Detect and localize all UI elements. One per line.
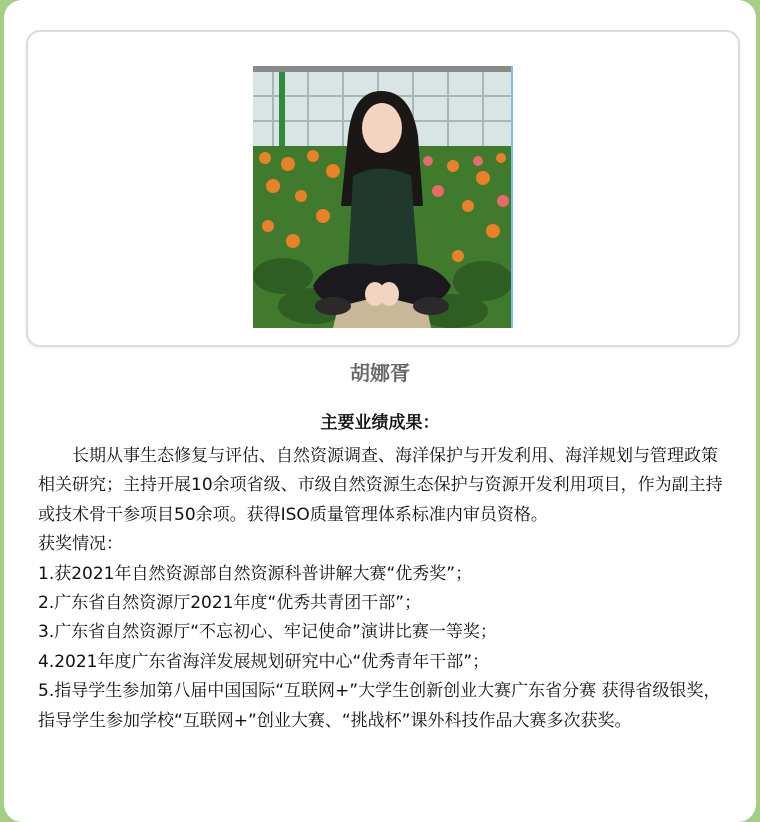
section-title: 主要业绩成果：	[320, 413, 440, 433]
awards-heading: 获奖情况：	[38, 534, 123, 555]
award-item: 5.指导学生参加第八届中国国际“互联网+”大学生创新创业大赛广东省分赛 获得省级银奖，指导学生参加学校“互联网+”创业大赛、“挑战杯”课外科技作品大赛多次获奖。	[38, 681, 721, 731]
award-item: 1.获2021年自然资源部自然资源科普讲解大赛“优秀奖”；	[38, 563, 473, 584]
award-item: 2.广东省自然资源厅2021年度“优秀共青团干部”；	[38, 593, 422, 614]
award-item: 4.2021年度广东省海洋发展规划研究中心“优秀青年干部”；	[38, 651, 490, 672]
award-item: 3.广东省自然资源厅“不忘初心、牢记使命”演讲比赛一等奖；	[38, 622, 497, 643]
person-name: 胡娜胥	[350, 361, 410, 385]
intro-paragraph: 长期从事生态修复与评估、自然资源调查、海洋保护与开发利用、海洋规划与管理政策相关研究；主持开展10余项省级、市级自然资源生态保护与资源开发利用项目，作为副主持或技术骨干参项目50余项。获得ISO质量管理体系标准内审员资格。	[38, 446, 723, 525]
profile-card	[4, 0, 756, 822]
photo-frame	[26, 30, 740, 347]
bio-content	[38, 442, 728, 736]
portrait-photo	[253, 66, 513, 328]
